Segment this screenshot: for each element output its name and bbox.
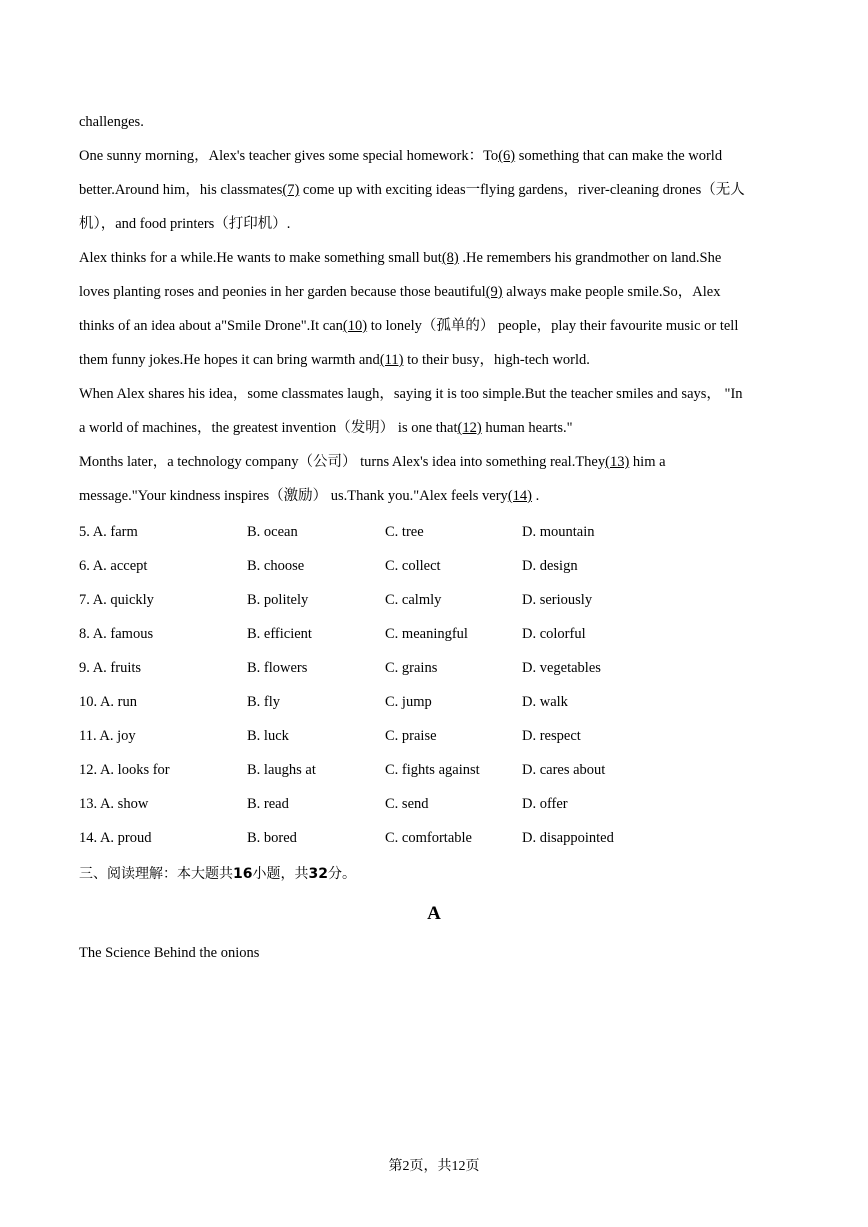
option-c: C. grains [385,660,438,676]
reading-title: The Science Behind the onions [79,945,260,961]
question-6-options [79,554,789,588]
option-b: B. flowers [247,660,308,676]
answer-options [79,520,789,860]
passage-line: message."Your kindness inspires（激励） us.Thank you."Alex feels very(14) . [79,488,540,504]
option-c: C. praise [385,728,437,744]
option-d: D. vegetables [522,660,601,676]
passage-line: loves planting roses and peonies in her garden because those beautiful(9) always make people smile.So，Alex [79,284,721,300]
cloze-passage [79,110,789,518]
option-b: B. luck [247,728,289,744]
option-c: C. tree [385,524,424,540]
passage-line: better.Around him，his classmates(7) come up with exciting ideas一flying gardens，river-cleaning drones（无人 [79,182,745,198]
option-a: 11. A. joy [79,728,136,744]
option-b: B. laughs at [247,762,316,778]
option-b: B. fly [247,694,281,710]
section-heading: 三、阅读理解：本大题共16小题，共32分。 [79,866,356,882]
passage-line: them funny jokes.He hopes it can bring warmth and(11) to their busy，high-tech world. [79,352,590,368]
option-b: B. efficient [247,626,312,642]
blank-12: (12) [457,420,482,436]
question-11-options [79,724,789,758]
option-d: D. seriously [522,592,593,608]
blank-14: (14) [507,488,532,504]
option-a: 13. A. show [79,796,149,812]
question-7-options [79,588,789,622]
option-b: B. read [247,796,289,812]
option-a: 7. A. quickly [79,592,154,608]
option-c: C. jump [385,694,432,710]
option-d: D. walk [522,694,568,710]
passage-line: thinks of an idea about a"Smile Drone".It can(10) to lonely（孤单的） people，play their favourite music or tell [79,318,739,334]
option-a: 8. A. famous [79,626,154,642]
blank-7: (7) [282,182,300,198]
option-d: D. colorful [522,626,586,642]
part-label: A [427,903,441,924]
option-b: B. ocean [247,524,298,540]
passage-line: One sunny morning，Alex's teacher gives some special homework：To(6) something that can make the world [79,148,723,164]
question-12-options [79,758,789,792]
question-count: 16 [233,866,253,882]
question-14-options [79,826,789,860]
option-c: C. comfortable [385,830,472,846]
option-d: D. respect [522,728,581,744]
blank-11: (11) [379,352,404,368]
blank-8: (8) [441,250,459,266]
passage-line: When Alex shares his idea，some classmates laugh，saying it is too simple.But the teacher smiles and says， "In [79,386,743,402]
option-d: D. cares about [522,762,606,778]
option-b: B. bored [247,830,297,846]
question-9-options [79,656,789,690]
option-c: C. calmly [385,592,442,608]
option-b: B. politely [247,592,309,608]
option-a: 9. A. fruits [79,660,142,676]
passage-line: Months later，a technology company（公司） turns Alex's idea into something real.They(13) him a [79,454,666,470]
page-footer: 第2页，共12页 [388,1159,480,1174]
passage-line: Alex thinks for a while.He wants to make something small but(8) .He remembers his grandmother on land.She [79,250,722,266]
question-10-options [79,690,789,724]
option-c: C. meaningful [385,626,468,642]
option-d: D. disappointed [522,830,614,846]
option-a: 12. A. looks for [79,762,170,778]
blank-10: (10) [342,318,368,334]
option-b: B. choose [247,558,305,574]
passage-line: a world of machines，the greatest invention（发明） is one that(12) human hearts." [79,420,573,436]
option-d: D. design [522,558,578,574]
question-13-options [79,792,789,826]
option-c: C. fights against [385,762,480,778]
blank-6: (6) [498,148,516,164]
option-d: D. offer [522,796,568,812]
option-a: 6. A. accept [79,558,148,574]
option-d: D. mountain [522,524,595,540]
option-c: C. send [385,796,429,812]
option-a: 14. A. proud [79,830,152,846]
question-8-options [79,622,789,656]
blank-9: (9) [485,284,503,300]
option-c: C. collect [385,558,441,574]
option-a: 10. A. run [79,694,137,710]
section-score: 32 [308,866,328,882]
question-5-options [79,520,789,554]
blank-13: (13) [605,454,630,470]
passage-line: challenges. [79,114,144,130]
passage-line: 机），and food printers（打印机）. [79,216,291,232]
option-a: 5. A. farm [79,524,138,540]
